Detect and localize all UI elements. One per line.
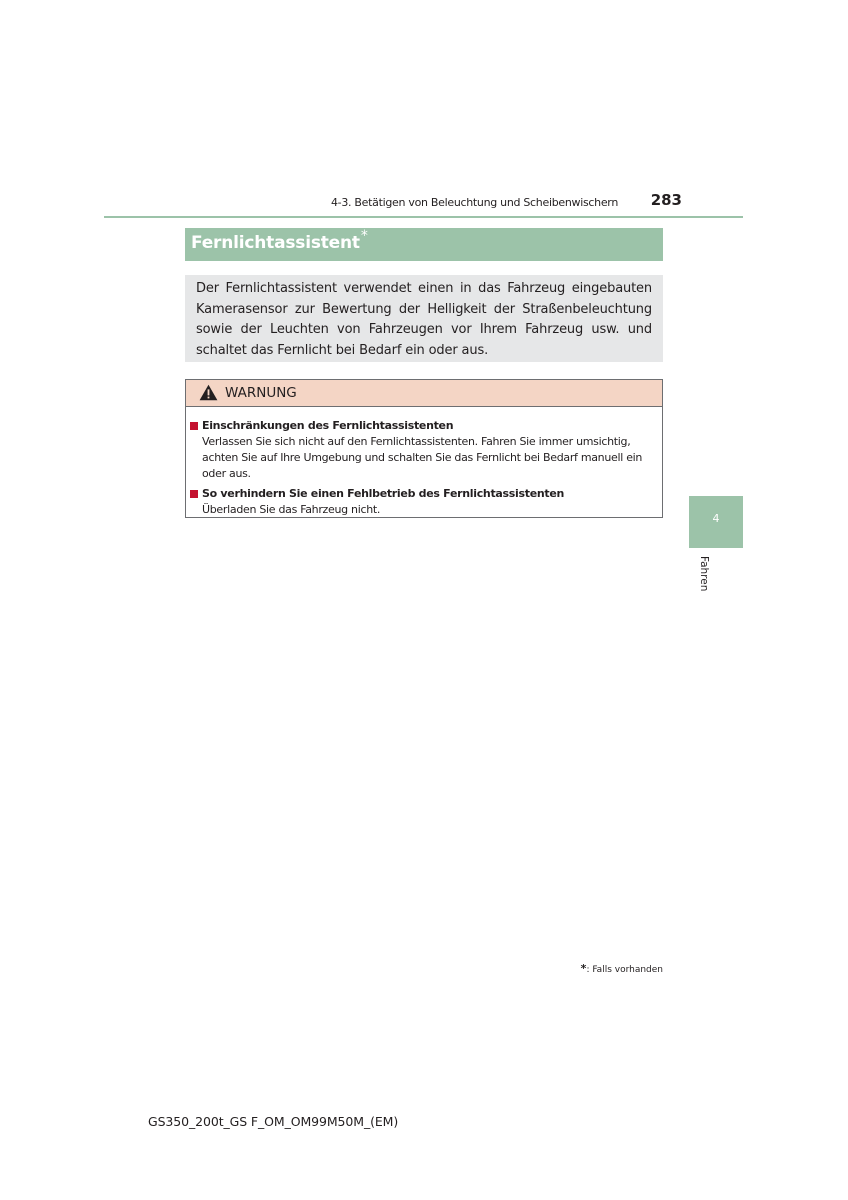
warning-triangle-icon bbox=[199, 384, 218, 401]
warning-box bbox=[185, 379, 663, 518]
document-code: GS350_200t_GS F_OM_OM99M50M_(EM) bbox=[148, 1114, 399, 1129]
bullet-square-icon bbox=[190, 422, 198, 430]
page-number: 283 bbox=[650, 191, 682, 209]
footnote-marker: * bbox=[580, 962, 587, 975]
title-bar bbox=[185, 228, 663, 261]
footnote bbox=[480, 962, 663, 975]
warning-header bbox=[186, 380, 662, 407]
warning-body bbox=[186, 407, 662, 518]
section-header: 4-3. Betätigen von Beleuchtung und Scheibenwischern bbox=[330, 196, 618, 209]
chapter-number: 4 bbox=[712, 512, 720, 525]
chapter-tab bbox=[689, 496, 743, 548]
warning-item-heading: So verhindern Sie einen Fehlbetrieb des Fernlichtassistenten bbox=[190, 486, 658, 502]
chapter-label: Fahren bbox=[698, 556, 710, 592]
warning-item-text: Überladen Sie das Fahrzeug nicht. bbox=[202, 503, 381, 516]
header-divider bbox=[104, 216, 743, 218]
page-title: Fernlichtassistent bbox=[191, 233, 360, 253]
title-footnote-marker: * bbox=[360, 228, 368, 244]
warning-item-text: Verlassen Sie sich nicht auf den Fernlichtassistenten. Fahren Sie immer umsichtig, achten Sie auf Ihre Umgebung und schalten Sie das Fernlicht bei Bedarf manuell ein oder aus. bbox=[202, 435, 643, 480]
intro-paragraph: Der Fernlichtassistent verwendet einen in das Fahrzeug eingebauten Kamerasensor zur Bewertung der Helligkeit der Straßenbeleuchtung sowie der Leuchten von Fahrzeugen vor Ihrem Fahrzeug usw. und schaltet das Fernlicht bei Bedarf ein oder aus. bbox=[185, 275, 663, 362]
warning-item-heading: Einschränkungen des Fernlichtassistenten bbox=[190, 418, 658, 434]
bullet-square-icon bbox=[190, 490, 198, 498]
warning-title: WARNUNG bbox=[225, 385, 297, 401]
footnote-text: : Falls vorhanden bbox=[586, 965, 663, 975]
